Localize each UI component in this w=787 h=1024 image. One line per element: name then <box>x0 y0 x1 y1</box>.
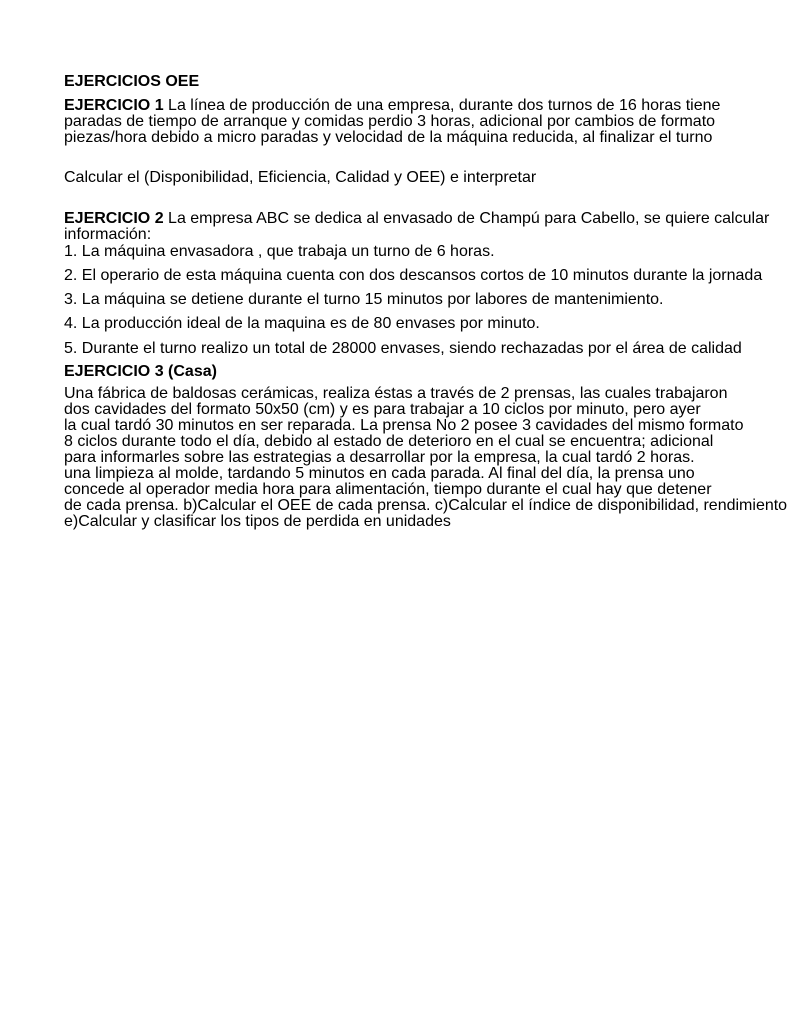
exercise-1-heading: EJERCICIO 1 <box>64 97 164 114</box>
exercise-2-line-1 <box>64 210 770 227</box>
exercise-2-intro <box>64 207 770 245</box>
exercise-3-line: dos cavidades del formato 50x50 (cm) y es para trabajar a 10 ciclos por minuto, pero ayer <box>64 401 701 418</box>
exercise-3-heading: EJERCICIO 3 (Casa) <box>64 363 217 380</box>
exercise-2-item-1: 1. La máquina envasadora , que trabaja un turno de 6 horas. <box>64 243 495 260</box>
exercise-2-line-2: información: <box>64 226 152 243</box>
exercise-2-item-2: 2. El operario de esta máquina cuenta con dos descansos cortos de 10 minutos durante la jornada <box>64 267 763 284</box>
exercise-3-line: 8 ciclos durante todo el día, debido al estado de deterioro en el cual se encuentra; adicional <box>64 433 714 450</box>
exercise-3-body <box>64 385 787 530</box>
exercise-3-line: Una fábrica de baldosas cerámicas, realiza éstas a través de 2 prensas, las cuales trabajaron <box>64 385 728 402</box>
exercise-3-line: concede al operador media hora para alimentación, tiempo durante el cual hay que detener <box>64 481 712 498</box>
page-title: EJERCICIOS OEE <box>64 73 200 90</box>
exercise-1-task: Calcular el (Disponibilidad, Eficiencia, Calidad y OEE) e interpretar <box>64 169 537 186</box>
exercise-3-line: una limpieza al molde, tardando 5 minutos en cada parada. Al final del día, la prensa uno <box>64 465 695 482</box>
exercise-2-heading: EJERCICIO 2 <box>64 210 164 227</box>
exercise-1-line-2: paradas de tiempo de arranque y comidas perdio 3 horas, adicional por cambios de formato <box>64 113 716 130</box>
exercise-3-line: de cada prensa. b)Calcular el OEE de cada prensa. c)Calcular el índice de disponibilidad, rendimiento <box>64 497 787 514</box>
exercise-3-line: la cual tardó 30 minutos en ser reparada. La prensa No 2 posee 3 cavidades del mismo formato <box>64 417 744 434</box>
exercise-1-block <box>64 97 721 146</box>
exercise-3-line: para informarles sobre las estrategias a desarrollar por la empresa, la cual tardó 2 horas. <box>64 449 695 466</box>
exercise-1-text: La línea de producción de una empresa, durante dos turnos de 16 horas tiene <box>163 97 721 114</box>
exercise-2-text: La empresa ABC se dedica al envasado de Champú para Cabello, se quiere calcular <box>163 210 770 227</box>
exercise-1-line-1 <box>64 97 721 114</box>
exercise-3-line: e)Calcular y clasificar los tipos de perdida en unidades <box>64 513 451 530</box>
exercise-2-item-4: 4. La producción ideal de la maquina es de 80 envases por minuto. <box>64 315 540 332</box>
exercise-1-line-3: piezas/hora debido a micro paradas y velocidad de la máquina reducida, al finalizar el turno <box>64 129 713 146</box>
exercise-2-item-3: 3. La máquina se detiene durante el turno 15 minutos por labores de mantenimiento. <box>64 291 664 308</box>
exercise-2-item-5: 5. Durante el turno realizo un total de 28000 envases, siendo rechazadas por el área de calidad <box>64 340 742 357</box>
